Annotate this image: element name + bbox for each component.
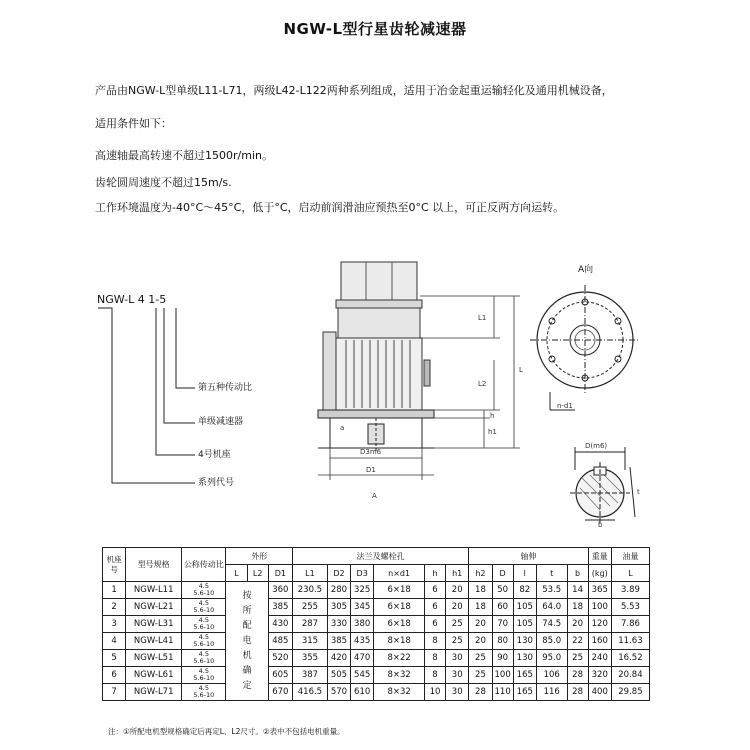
dim-L2: L2 — [478, 380, 487, 388]
cell-ratio — [182, 650, 226, 667]
cell-kg: 160 — [588, 633, 611, 650]
cell-kg: 100 — [588, 599, 611, 616]
cell-d3: 470 — [351, 650, 374, 667]
cell-ratio — [182, 684, 226, 701]
header-D3: D3 — [351, 565, 374, 582]
dim-b: b — [598, 521, 603, 529]
cell-d: 80 — [492, 633, 513, 650]
cell-h: 6 — [424, 582, 445, 599]
header-flange-L1: L1 — [293, 565, 328, 582]
cell-h: 8 — [424, 650, 445, 667]
table-body — [103, 582, 650, 701]
cell-d3: 325 — [351, 582, 374, 599]
cell-b: 20 — [567, 616, 588, 633]
cell-h1: 25 — [446, 633, 469, 650]
cell-l1: 230.5 — [293, 582, 328, 599]
cell-oil: 29.85 — [611, 684, 649, 701]
dim-L: L — [519, 366, 523, 374]
cell-b: 28 — [567, 667, 588, 684]
cell-kg: 120 — [588, 616, 611, 633]
cell-d3: 380 — [351, 616, 374, 633]
model-code-example: NGW-L 4 1-5 — [97, 293, 167, 306]
cell-kg: 400 — [588, 684, 611, 701]
cell-d2: 570 — [327, 684, 350, 701]
cell-l: 105 — [513, 616, 536, 633]
cell-d2: 385 — [327, 633, 350, 650]
header-oil-unit: L — [611, 565, 649, 582]
dim-n-d1: n-d1 — [557, 402, 573, 410]
view-a-label: A向 — [578, 265, 594, 275]
ratio-primary: 4.5 — [198, 633, 209, 641]
cell-d1: 430 — [268, 616, 292, 633]
conditions-heading: 适用条件如下： — [95, 117, 172, 130]
cell-h2: 18 — [469, 582, 492, 599]
cell-model: NGW-L71 — [126, 684, 182, 701]
cell-model: NGW-L11 — [126, 582, 182, 599]
cell-b: 18 — [567, 599, 588, 616]
header-D1: D1 — [268, 565, 292, 582]
cell-nd1: 8×18 — [374, 633, 425, 650]
ratio-primary: 4.5 — [198, 616, 209, 624]
cell-h2: 28 — [469, 684, 492, 701]
cell-h1: 30 — [446, 650, 469, 667]
header-outline: 外形 — [226, 548, 293, 565]
ratio-primary: 4.5 — [198, 582, 209, 590]
annotation-ratio: 第五种传动比 — [198, 383, 253, 393]
dim-h1: h1 — [488, 428, 497, 436]
ratio-range: 5.6-10 — [193, 640, 215, 648]
cell-model: NGW-L61 — [126, 667, 182, 684]
cell-h1: 25 — [446, 616, 469, 633]
cell-l: 82 — [513, 582, 536, 599]
cell-d2: 330 — [327, 616, 350, 633]
header-ratio: 公称传动比 — [182, 548, 226, 582]
cell-h1: 20 — [446, 582, 469, 599]
header-l: l — [513, 565, 536, 582]
dim-D3m6: D3m6 — [360, 448, 382, 456]
cell-oil: 7.86 — [611, 616, 649, 633]
cell-nd1: 6×18 — [374, 582, 425, 599]
cell-t: 95.0 — [536, 650, 567, 667]
flange-view-a — [530, 285, 640, 410]
cell-d1: 605 — [268, 667, 292, 684]
header-t: t — [536, 565, 567, 582]
header-model: 型号规格 — [126, 548, 182, 582]
model-code-leaders — [98, 308, 195, 483]
table-row — [103, 650, 650, 667]
cell-t: 64.0 — [536, 599, 567, 616]
cell-l: 130 — [513, 650, 536, 667]
header-shaft: 轴伸 — [469, 548, 588, 565]
cell-kg: 240 — [588, 650, 611, 667]
ratio-range: 5.6-10 — [193, 691, 215, 699]
cell-kg: 320 — [588, 667, 611, 684]
cell-h1: 20 — [446, 599, 469, 616]
cell-h: 6 — [424, 616, 445, 633]
cell-model: NGW-L31 — [126, 616, 182, 633]
shaft-section — [570, 447, 635, 525]
header-h2: h2 — [469, 565, 492, 582]
ratio-range: 5.6-10 — [193, 589, 215, 597]
cell-oil: 20.84 — [611, 667, 649, 684]
cell-d2: 305 — [327, 599, 350, 616]
cell-h: 8 — [424, 633, 445, 650]
cell-h2: 25 — [469, 650, 492, 667]
cell-l1: 355 — [293, 650, 328, 667]
cell-t: 85.0 — [536, 633, 567, 650]
dim-h: h — [490, 412, 495, 420]
cell-seat: 1 — [103, 582, 126, 599]
header-L: L — [226, 565, 247, 582]
header-flange: 法兰及螺栓孔 — [293, 548, 469, 565]
cell-model: NGW-L21 — [126, 599, 182, 616]
ratio-range: 5.6-10 — [193, 623, 215, 631]
dim-D1: D1 — [366, 466, 376, 474]
cell-h: 8 — [424, 667, 445, 684]
cell-d1: 670 — [268, 684, 292, 701]
cell-ratio — [182, 633, 226, 650]
ratio-range: 5.6-10 — [193, 674, 215, 682]
header-kg: (kg) — [588, 565, 611, 582]
cell-kg: 365 — [588, 582, 611, 599]
cell-l1: 255 — [293, 599, 328, 616]
cell-nd1: 8×32 — [374, 684, 425, 701]
condition-gear-velocity: 齿轮圆周速度不超过15m/s. — [95, 176, 232, 189]
ratio-primary: 4.5 — [198, 667, 209, 675]
cell-h: 10 — [424, 684, 445, 701]
annotation-series: 系列代号 — [198, 478, 235, 488]
arrow-a-label: A — [372, 492, 377, 500]
cell-h1: 30 — [446, 667, 469, 684]
header-h1: h1 — [446, 565, 469, 582]
cell-h2: 25 — [469, 667, 492, 684]
cell-t: 74.5 — [536, 616, 567, 633]
ratio-primary: 4.5 — [198, 650, 209, 658]
cell-l: 130 — [513, 633, 536, 650]
cell-h: 6 — [424, 599, 445, 616]
cell-ratio — [182, 582, 226, 599]
cell-d3: 545 — [351, 667, 374, 684]
cell-h2: 20 — [469, 616, 492, 633]
header-h: h — [424, 565, 445, 582]
footnote: 注：①所配电机型规格确定后再定L、L2尺寸。②表中不包括电机重量。 — [108, 727, 345, 736]
cell-oil: 16.52 — [611, 650, 649, 667]
intro-line: 产品由NGW-L型单级L11-L71，两级L42-L122两种系列组成，适用于冶金起重运输轻化及通用机械设备， — [95, 84, 613, 97]
specification-table — [102, 547, 650, 701]
cell-seat: 2 — [103, 599, 126, 616]
header-D: D — [492, 565, 513, 582]
cell-b: 14 — [567, 582, 588, 599]
cell-d3: 435 — [351, 633, 374, 650]
cell-nd1: 8×32 — [374, 667, 425, 684]
header-b: b — [567, 565, 588, 582]
cell-d2: 280 — [327, 582, 350, 599]
cell-d: 50 — [492, 582, 513, 599]
ratio-primary: 4.5 — [198, 599, 209, 607]
table-row — [103, 633, 650, 650]
cell-seat: 3 — [103, 616, 126, 633]
condition-speed: 高速轴最高转速不超过1500r/min。 — [95, 149, 273, 162]
dim-a: a — [340, 424, 345, 432]
condition-temperature: 工作环境温度为-40°C～45°C，低于°C，启动前润滑油应预热至0°C 以上，可正反两方向运转。 — [95, 201, 565, 214]
cell-d: 100 — [492, 667, 513, 684]
header-oil: 油量 — [611, 548, 649, 565]
cell-h2: 18 — [469, 599, 492, 616]
cell-d1: 485 — [268, 633, 292, 650]
header-seat: 机座号 — [103, 548, 126, 582]
ratio-range: 5.6-10 — [193, 606, 215, 614]
cell-model: NGW-L41 — [126, 633, 182, 650]
table-row — [103, 684, 650, 701]
cell-d: 70 — [492, 616, 513, 633]
reducer-side-view — [318, 262, 434, 452]
cell-l1: 416.5 — [293, 684, 328, 701]
cell-l: 165 — [513, 667, 536, 684]
motor-note-text: 按所配电机确定 — [242, 590, 252, 691]
dim-L1: L1 — [478, 314, 487, 322]
cell-t: 106 — [536, 667, 567, 684]
ratio-primary: 4.5 — [198, 684, 209, 692]
cell-d3: 610 — [351, 684, 374, 701]
cell-seat: 4 — [103, 633, 126, 650]
annotation-single-stage: 单级减速器 — [198, 417, 244, 427]
cell-h2: 20 — [469, 633, 492, 650]
cell-d1: 385 — [268, 599, 292, 616]
cell-d3: 345 — [351, 599, 374, 616]
cell-d: 60 — [492, 599, 513, 616]
table-row — [103, 582, 650, 599]
cell-ratio — [182, 616, 226, 633]
cell-l1: 315 — [293, 633, 328, 650]
table-row — [103, 667, 650, 684]
cell-oil: 11.63 — [611, 633, 649, 650]
cell-ratio — [182, 667, 226, 684]
cell-ratio — [182, 599, 226, 616]
cell-d1: 520 — [268, 650, 292, 667]
cell-d: 90 — [492, 650, 513, 667]
cell-nd1: 8×22 — [374, 650, 425, 667]
ratio-range: 5.6-10 — [193, 657, 215, 665]
cell-b: 22 — [567, 633, 588, 650]
cell-model: NGW-L51 — [126, 650, 182, 667]
cell-h1: 30 — [446, 684, 469, 701]
dim-D-m6: D(m6) — [585, 442, 608, 450]
cell-t: 53.5 — [536, 582, 567, 599]
cell-d: 110 — [492, 684, 513, 701]
cell-oil: 5.53 — [611, 599, 649, 616]
cell-motor-note — [226, 582, 268, 701]
cell-d1: 360 — [268, 582, 292, 599]
table-row — [103, 599, 650, 616]
cell-l: 105 — [513, 599, 536, 616]
cell-l1: 387 — [293, 667, 328, 684]
cell-d2: 420 — [327, 650, 350, 667]
cell-seat: 6 — [103, 667, 126, 684]
cell-oil: 3.89 — [611, 582, 649, 599]
cell-b: 28 — [567, 684, 588, 701]
header-L2: L2 — [247, 565, 268, 582]
dim-t: t — [637, 488, 640, 496]
cell-seat: 5 — [103, 650, 126, 667]
cell-b: 25 — [567, 650, 588, 667]
annotation-frame: 4号机座 — [198, 450, 231, 460]
cell-nd1: 6×18 — [374, 616, 425, 633]
cell-l: 165 — [513, 684, 536, 701]
cell-nd1: 6×18 — [374, 599, 425, 616]
page-title: NGW-L型行星齿轮减速器 — [283, 20, 467, 38]
cell-d2: 505 — [327, 667, 350, 684]
header-nd1: n×d1 — [374, 565, 425, 582]
table-row — [103, 616, 650, 633]
cell-t: 116 — [536, 684, 567, 701]
cell-l1: 287 — [293, 616, 328, 633]
cell-seat: 7 — [103, 684, 126, 701]
header-D2: D2 — [327, 565, 350, 582]
header-weight: 重量 — [588, 548, 611, 565]
